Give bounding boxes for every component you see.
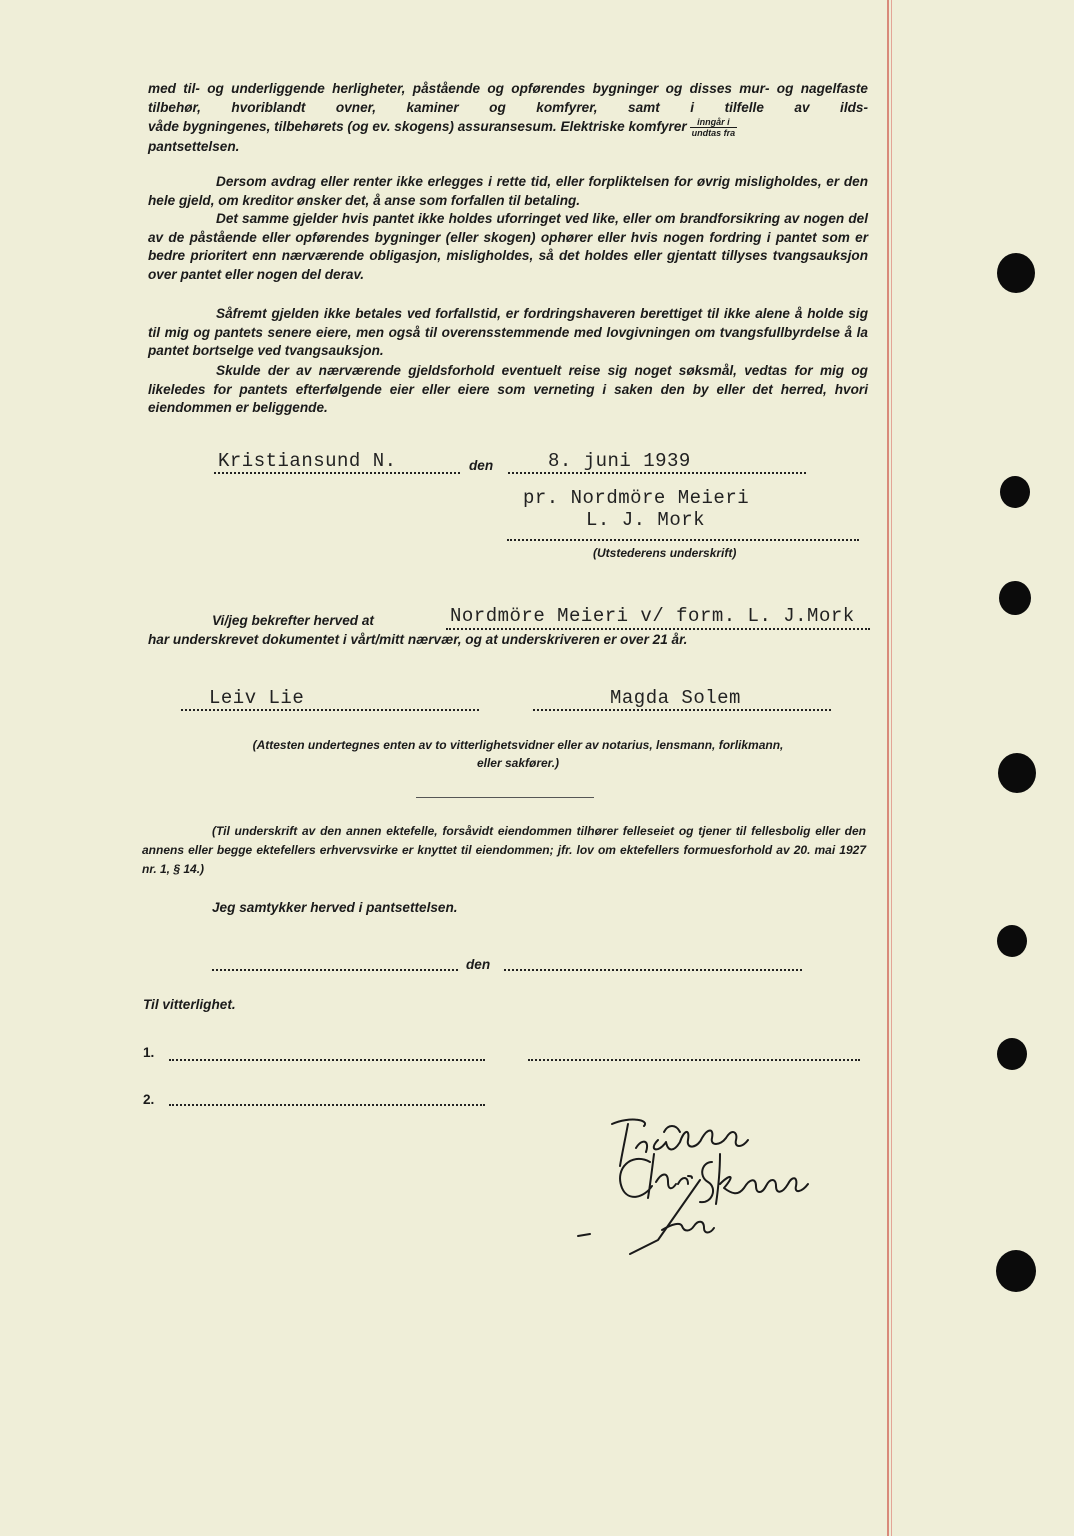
punch-hole [997, 925, 1027, 957]
witness-line-2 [169, 1104, 485, 1106]
attest-signer: Nordmöre Meieri v/ form. L. J.Mork [450, 605, 855, 627]
witness-line-1b [528, 1059, 860, 1061]
spouse-date-line [504, 969, 802, 971]
spouse-place-line [212, 969, 458, 971]
punch-hole [996, 1250, 1036, 1292]
section-divider [416, 797, 594, 798]
insurance-clause: Det samme gjelder hvis pantet ikke holdes uforringet ved like, eller om brandforsikring av nogen del av de påstående eller opførendes bygninger (eller skogen) ophører eller hvis nogen fordring i pantet som er bedre prioritert enn nærværende obligasjon, misligholdes, så det holdes eller gjentatt tillyses tvangsauksjon over pantet eller nogen del derav. [148, 211, 868, 282]
witness-number-1: 1. [143, 1045, 155, 1060]
witness-1-name: Leiv Lie [209, 687, 305, 709]
date-dotted-line [508, 472, 806, 474]
issuer-company: pr. Nordmöre Meieri [523, 487, 750, 509]
issuer-signature-line [507, 539, 859, 541]
issuer-name: L. J. Mork [586, 509, 706, 531]
witness-2-name: Magda Solem [610, 687, 741, 709]
margin-rule [887, 0, 889, 1536]
punch-hole [998, 753, 1036, 793]
pledge-clause-line2 [148, 117, 737, 139]
attest-dotted-line [446, 628, 870, 630]
witness-2-line [533, 709, 831, 711]
issuer-signature-caption: (Utstederens underskrift) [593, 546, 737, 560]
attest-note-2: eller sakfører.) [476, 756, 560, 770]
pledge-clause-end: pantsettelsen. [148, 139, 240, 155]
default-clause: Dersom avdrag eller renter ikke erlegges i rette tid, eller forpliktelsen for øvrig misligholdes, er den hele gjeld, om kreditor ønsker det, å anse som forfallen til betaling. [148, 174, 868, 208]
stove-option-fraction [690, 117, 738, 138]
witness-number-2: 2. [143, 1092, 155, 1107]
attest-note-1: (Attesten undertegnes enten av to vitterlighetsvidner eller av notarius, lensmann, forlikmann, [252, 738, 784, 752]
margin-rule-secondary [891, 0, 892, 1536]
venue-clause: Skulde der av nærværende gjeldsforhold eventuelt reise sig noget søksmål, vedtas for mig og likeledes for pantets efterfølgende eier eller eiere som verneting i saken den by eller det herred, hvori eiendommen er beliggende. [148, 363, 868, 416]
pledge-clause-text: med til- og underliggende herligheter, påstående og opførendes bygninger og disses mur- og nagelfaste tilbehør, hvoriblandt ovner, kaminer og komfyrer, samt i tilfelle av ilds- [148, 81, 868, 115]
place-value: Kristiansund N. [218, 450, 397, 472]
handwritten-signature [570, 1110, 810, 1260]
den-label: den [469, 458, 494, 473]
spouse-note: (Til underskrift av den annen ektefelle, forsåvidt eiendommen tilhører felleseiet og tjener til fellesbolig eller den annens eller begge ektefellers erhvervsvirke er knyttet til eiendommen; jfr. lov om ektefellers formuesforhold av 20. mai 1927 nr. 1, § 14.) [142, 824, 866, 876]
fraction-bottom: undtas fra [691, 128, 736, 139]
punch-hole [999, 581, 1031, 615]
witnesses-title: Til vitterlighet. [143, 997, 236, 1012]
punch-hole [1000, 476, 1030, 508]
pledge-clause [148, 80, 868, 157]
attest-prefix: Vi/jeg bekrefter herved at [212, 613, 374, 628]
auction-clause: Såfremt gjelden ikke betales ved forfallstid, er fordringshaveren berettiget til ikke alene å holde sig til mig og pantets senere eiere, men også til overensstemmende med lovgivningen om tvangsfullbyrdelse å la pantet bortselge ved tvangsauksjon. [148, 306, 868, 359]
witness-1-line [181, 709, 479, 711]
spouse-den-label: den [466, 957, 491, 972]
witness-line-1a [169, 1059, 485, 1061]
punch-hole [997, 253, 1035, 293]
punch-hole [997, 1038, 1027, 1070]
place-dotted-line [214, 472, 460, 474]
pledge-clause-line2-text: våde bygningenes, tilbehørets (og ev. skogens) assuransesum. Elektriske komfyrer [148, 119, 687, 135]
attest-statement: har underskrevet dokumentet i vårt/mitt nærvær, og at underskriveren er over 21 år. [148, 632, 688, 647]
spouse-consent: Jeg samtykker herved i pantsettelsen. [212, 900, 458, 915]
date-value: 8. juni 1939 [548, 450, 691, 472]
fraction-top: inngår i [690, 117, 738, 128]
